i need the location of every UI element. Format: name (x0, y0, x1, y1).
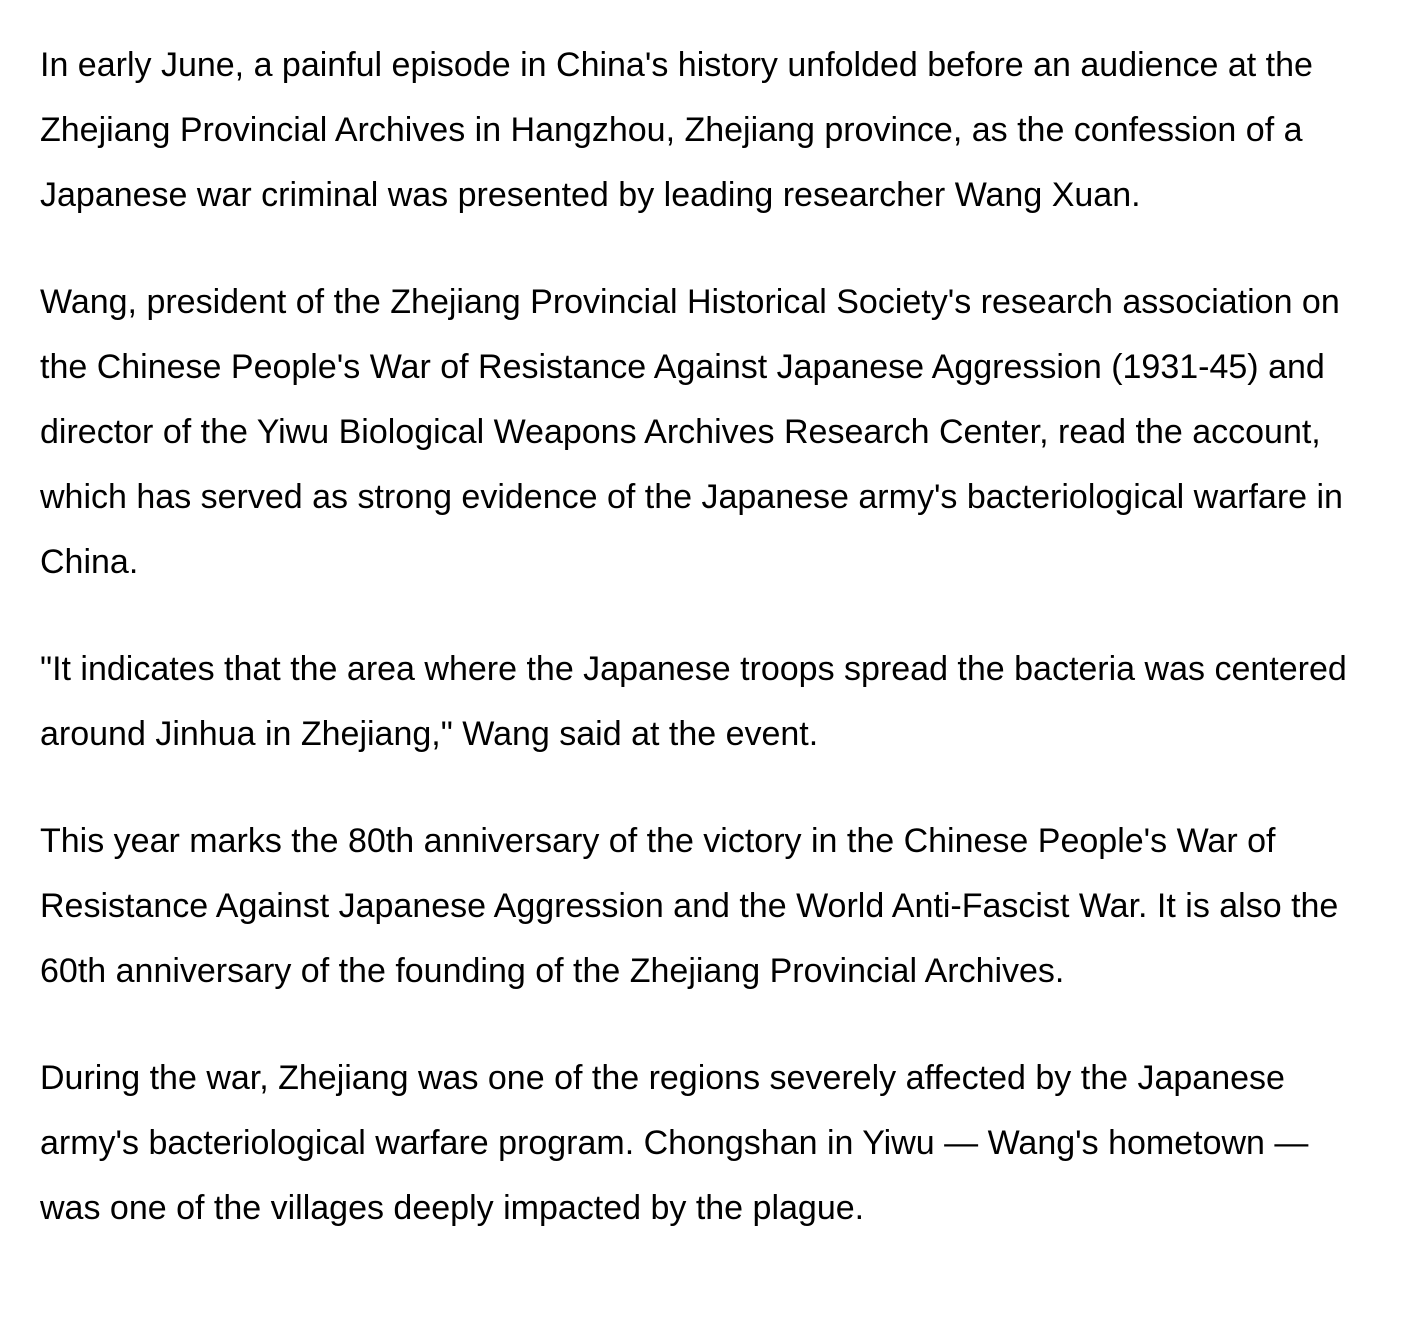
article-paragraph: Wang, president of the Zhejiang Provincial Historical Society's research association on the Chinese People's War of Resistance Against Japanese Aggression (1931-45) and director of the Yiwu Biological Weapons Archives Research Center, read the account, which has served as strong evidence of the Japanese army's bacteriological warfare in China. (40, 283, 1343, 581)
article-paragraph: In early June, a painful episode in China's history unfolded before an audience at the Zhejiang Provincial Archives in Hangzhou, Zhejiang province, as the confession of a Japanese war criminal was presented by leading researcher Wang Xuan. (40, 46, 1313, 214)
article-paragraph: "It indicates that the area where the Japanese troops spread the bacteria was centered around Jinhua in Zhejiang," Wang said at the event. (40, 650, 1347, 753)
article-paragraph: This year marks the 80th anniversary of the victory in the Chinese People's War of Resistance Against Japanese Aggression and the World Anti-Fascist War. It is also the 60th anniversary of the founding of the Zhejiang Provincial Archives. (40, 822, 1339, 990)
article-paragraph: During the war, Zhejiang was one of the regions severely affected by the Japanese army's bacteriological warfare program. Chongshan in Yiwu — Wang's hometown — was one of the villages deeply impacted by the plague. (40, 1059, 1309, 1227)
article-body (40, 33, 1370, 1241)
